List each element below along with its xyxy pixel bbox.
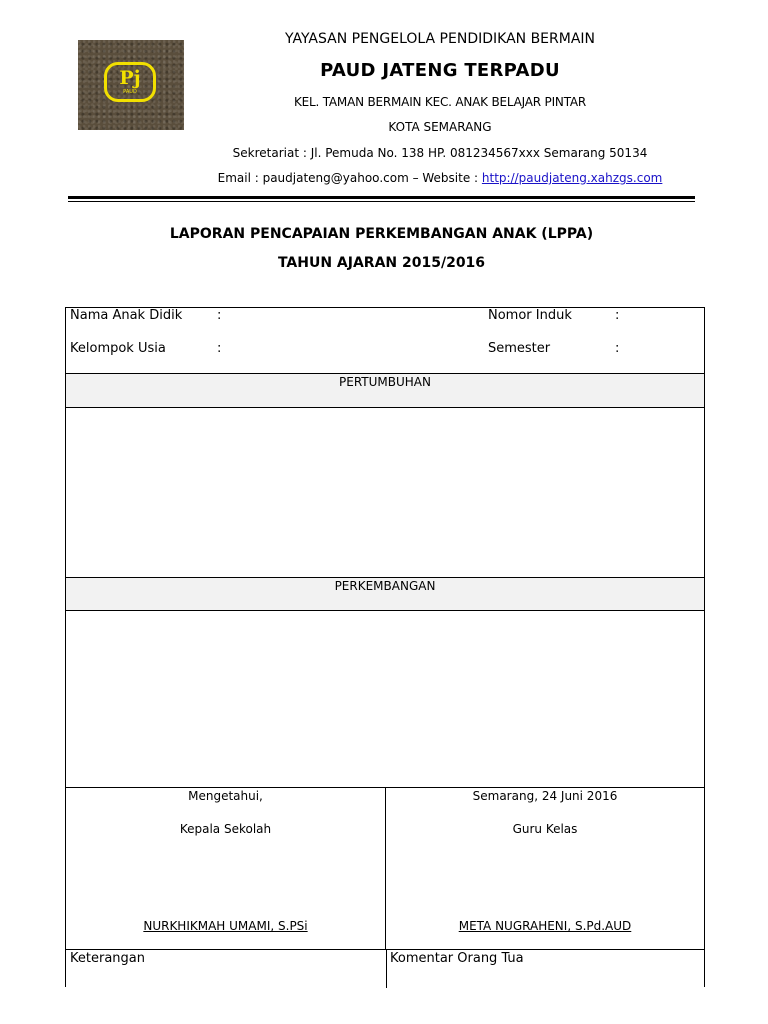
student-name-label: Nama Anak Didik: [70, 308, 183, 323]
website-link[interactable]: http://paudjateng.xahzgs.com: [481, 171, 663, 185]
notes-row: [65, 949, 705, 987]
notes-label: Keterangan: [70, 951, 145, 966]
school-name: PAUD JATENG TERPADU: [320, 60, 560, 81]
address-line-1: KEL. TAMAN BERMAIN KEC. ANAK BELAJAR PINTAR: [293, 95, 587, 109]
header-divider-thin: [68, 201, 695, 202]
signature-principal: [65, 787, 386, 950]
foundation-name: YAYASAN PENGELOLA PENDIDIKAN BERMAIN: [284, 31, 596, 47]
report-title: LAPORAN PENCAPAIAN PERKEMBANGAN ANAK (LPPA): [169, 226, 594, 242]
teacher-name: META NUGRAHENI, S.Pd.AUD: [458, 919, 632, 933]
growth-content[interactable]: [65, 407, 705, 578]
semester-colon: :: [615, 341, 620, 356]
header-divider-thick: [68, 196, 695, 199]
logo-text: Pj: [119, 67, 141, 89]
growth-title: PERTUMBUHAN: [339, 375, 431, 389]
logo-subtext: PAUD: [123, 89, 137, 95]
contact-email: Email : paudjateng@yahoo.com – Website :: [217, 171, 482, 185]
address-line-2: KOTA SEMARANG: [388, 120, 492, 134]
student-name-colon: :: [217, 308, 222, 323]
parent-comment-label: Komentar Orang Tua: [390, 951, 524, 966]
student-id-label: Nomor Induk: [488, 308, 572, 323]
development-header: [65, 577, 705, 611]
identity-section: [65, 307, 705, 374]
signature-teacher: [385, 787, 705, 950]
logo-emblem: [104, 62, 156, 102]
acknowledged-label: Mengetahui,: [188, 789, 263, 803]
development-title: PERKEMBANGAN: [334, 579, 436, 593]
school-logo: [78, 40, 184, 130]
principal-title: Kepala Sekolah: [179, 822, 272, 836]
address-line-3: Sekretariat : Jl. Pemuda No. 138 HP. 081234567xxx Semarang 50134: [232, 146, 648, 160]
growth-header: [65, 373, 705, 408]
report-form: [65, 307, 705, 987]
semester-label: Semester: [488, 341, 551, 356]
contact-line: [200, 171, 680, 185]
teacher-title: Guru Kelas: [512, 822, 578, 836]
development-content[interactable]: [65, 610, 705, 788]
place-date: Semarang, 24 Juni 2016: [472, 789, 618, 803]
student-id-colon: :: [615, 308, 620, 323]
academic-year: TAHUN AJARAN 2015/2016: [277, 255, 486, 271]
principal-name: NURKHIKMAH UMAMI, S.PSi: [143, 919, 308, 933]
age-group-label: Kelompok Usia: [70, 341, 166, 356]
notes-divider: [386, 950, 387, 988]
age-group-colon: :: [217, 341, 222, 356]
